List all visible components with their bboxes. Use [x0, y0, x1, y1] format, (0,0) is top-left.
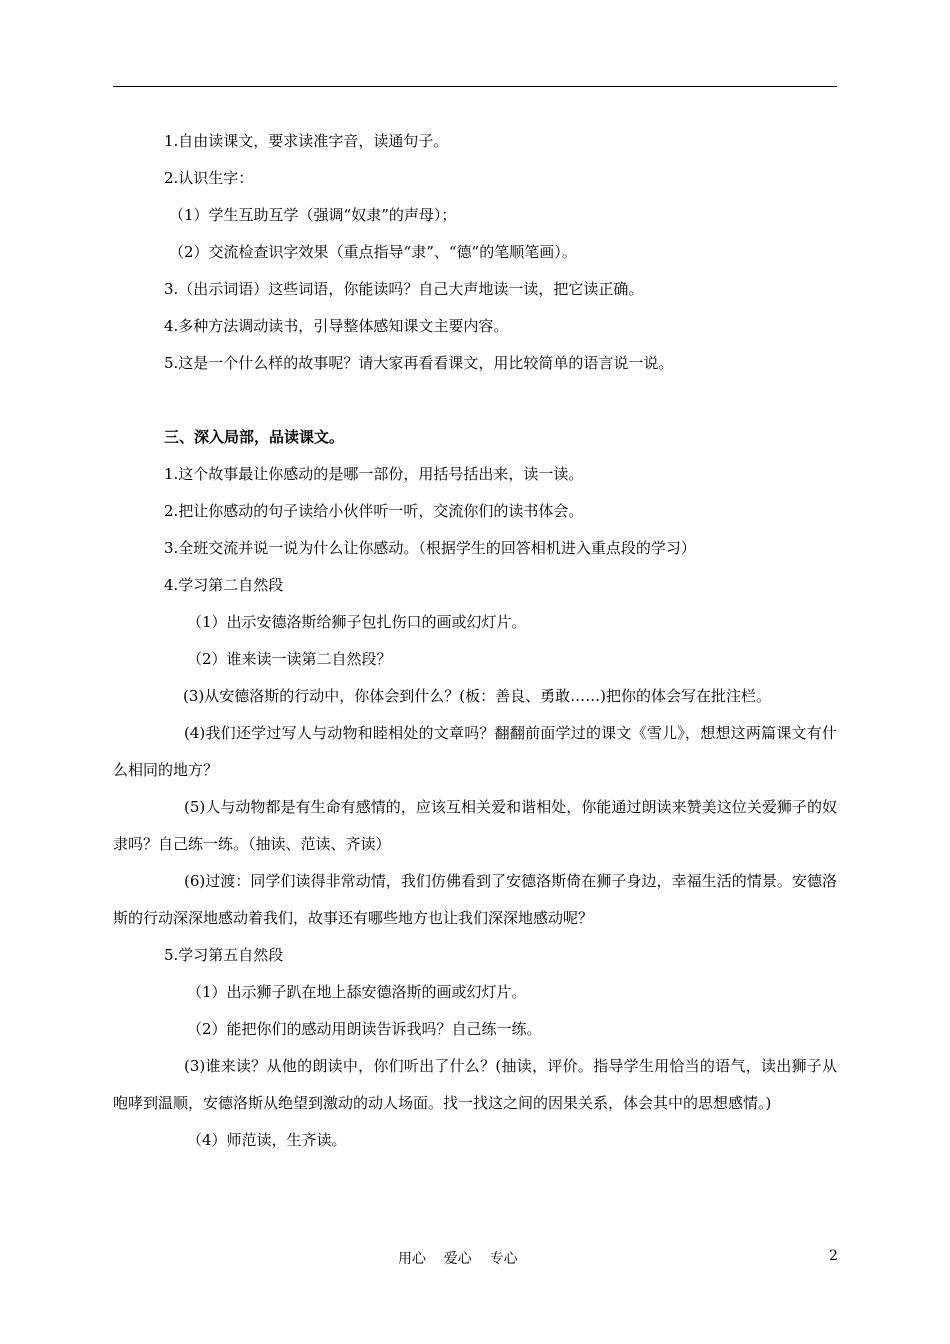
paragraph: （2）交流检查识字效果（重点指导“隶”、“德”的笔顺笔画）。: [169, 243, 577, 261]
paragraph: 5.这是一个什么样的故事呢？请大家再看看课文，用比较简单的语言说一说。: [164, 354, 674, 372]
paragraph: 3.（出示词语）这些词语，你能读吗？自己大声地读一读，把它读正确。: [164, 280, 644, 298]
paragraph: （2）能把你们的感动用朗读告诉我吗？自己练一练。: [187, 1020, 542, 1038]
page-number: 2: [829, 1248, 838, 1264]
paragraph: 1.自由读课文，要求读准字音，读通句子。: [164, 132, 449, 150]
paragraph: (4)我们还学过写人与动物和睦相处的文章吗？翻翻前面学过的课文《雪儿》，想想这两篇课文有什么相同的地方？: [113, 724, 837, 779]
paragraph: （1）出示狮子趴在地上舔安德洛斯的画或幻灯片。: [187, 983, 527, 1001]
paragraph: 4.多种方法调动读书，引导整体感知课文主要内容。: [164, 317, 509, 335]
paragraph: 3.全班交流并说一说为什么让你感动。（根据学生的回答相机进入重点段的学习）: [164, 539, 696, 557]
paragraph: 1.这个故事最让你感动的是哪一部份，用括号括出来，读一读。: [164, 465, 584, 483]
section-heading: 三、深入局部，品读课文。: [164, 428, 345, 446]
paragraph: (3)谁来读？从他的朗读中，你们听出了什么？(抽读，评价。指导学生用恰当的语气，读出狮子从咆哮到温顺，安德洛斯从绝望到激动的动人场面。找一找这之间的因果关系，体会其中的思想感情。): [113, 1057, 837, 1112]
paragraph: （1）学生互助互学（强调“奴隶”的声母）；: [169, 206, 457, 224]
paragraph: （2）谁来读一读第二自然段？: [187, 650, 392, 668]
footer-motto: 用心 爱心 专心: [398, 1251, 518, 1267]
paragraph: 4.学习第二自然段: [164, 576, 284, 594]
paragraph: （1）出示安德洛斯给狮子包扎伤口的画或幻灯片。: [187, 613, 527, 631]
header-rule: [113, 86, 837, 87]
paragraph: (6)过渡：同学们读得非常动情，我们仿佛看到了安德洛斯倚在狮子身边，幸福生活的情景。安德洛斯的行动深深地感动着我们，故事还有哪些地方也让我们深深地感动呢？: [113, 872, 837, 927]
paragraph: 2.认识生字：: [164, 169, 254, 187]
paragraph: 5.学习第五自然段: [164, 946, 284, 964]
paragraph: 2.把让你感动的句子读给小伙伴听一听，交流你们的读书体会。: [164, 502, 584, 520]
document-body: [113, 123, 837, 1159]
paragraph: (5)人与动物都是有生命有感情的，应该互相关爱和谐相处，你能通过朗读来赞美这位关爱狮子的奴隶吗？自己练一练。（抽读、范读、齐读）: [113, 798, 837, 853]
paragraph: （4）师范读，生齐读。: [187, 1131, 347, 1149]
paragraph: (3)从安德洛斯的行动中，你体会到什么？(板：善良、勇敢……)把你的体会写在批注栏。: [183, 687, 771, 705]
